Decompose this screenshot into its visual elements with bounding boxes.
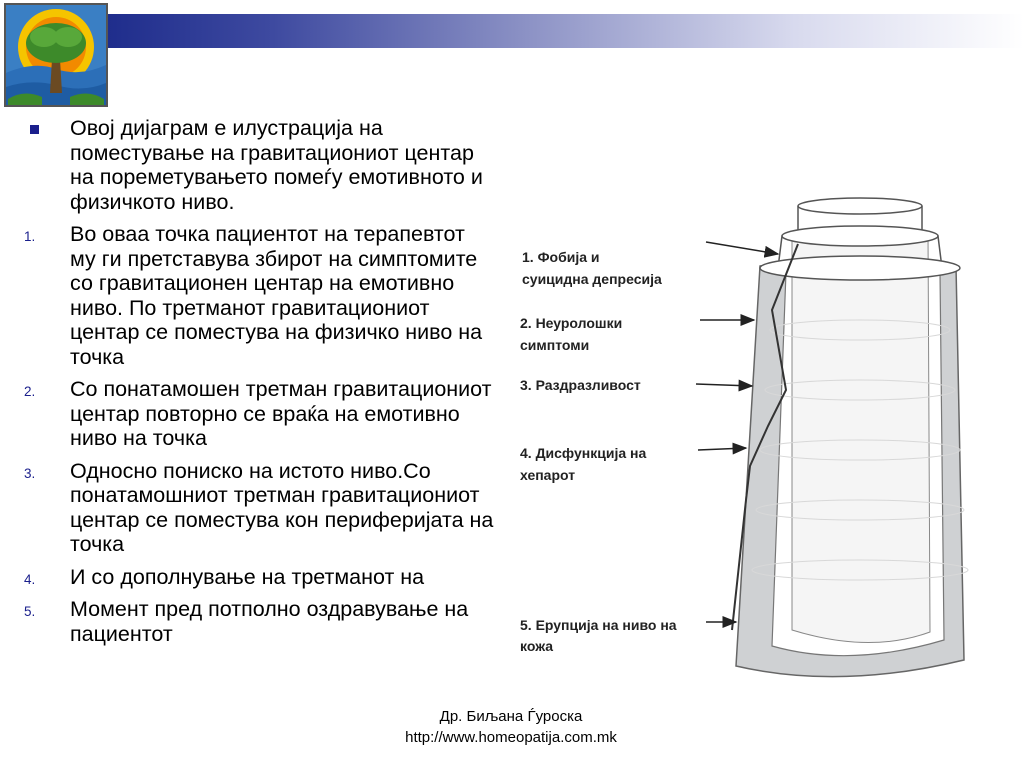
item-number: 5. [24,604,36,619]
item-text: Односно пониско на истото ниво.Со понатамошниот третман гравитациониот центар се поместува кон периферијата на точка [70,458,494,556]
item-text: И со дополнување на третманот на [70,564,425,589]
label-5-line1: 5. Ерупција на ниво на [520,617,677,633]
core-layer [792,232,930,643]
top-rim-large [760,256,960,280]
website-url: http://www.homeopatija.com.mk [405,729,617,746]
list-item [24,222,494,369]
footer [380,706,642,748]
item-text: Момент пред потполно оздравување на пациентот [70,597,469,646]
label-1-line1: 1. Фобија и [522,249,600,265]
item-text: Со понатамошен третман гравитациониот центар повторно се враќа на емотивно ниво на точка [70,377,492,450]
item-text: Овој дијаграм е илустрација на поместување на гравитациониот центар на пореметувањето помеѓу емотивното и физичкото ниво. [70,116,483,214]
label-2-line1: 2. Неуролошки [520,315,623,331]
bullet-list [24,116,494,654]
item-number: 3. [24,465,36,481]
header-gradient-bar [108,14,1024,48]
square-bullet-icon [30,125,39,134]
list-item [24,116,494,214]
top-rim-middle [782,226,938,246]
gravity-center-diagram [510,190,990,690]
item-number: 4. [24,571,36,587]
label-3-line1: 3. Раздразливост [520,377,641,393]
list-item [24,565,494,590]
label-2-line2: симптоми [520,337,590,353]
item-text: Во оваа точка пациентот на терапевтот му ги претставува збирот на симптомите со гравитационен центар на емотивно ниво. По третманот гравитациониот центар се поместува на физичко ниво на точка [70,222,483,369]
label-4-line2: хепарот [520,467,576,483]
item-number: 2. [24,384,36,399]
item-number: 1. [24,229,36,244]
top-rim-small [798,198,922,214]
label-4-line1: 4. Дисфункција на [520,445,647,461]
label-1-line2: суицидна депресија [522,271,662,287]
list-item [24,377,494,451]
author-name: Др. Биљана Ѓуроска [439,708,583,725]
list-item [24,459,494,557]
list-item [24,597,494,646]
tree-logo-icon [4,3,108,107]
label-5-line2: кожа [520,638,554,654]
